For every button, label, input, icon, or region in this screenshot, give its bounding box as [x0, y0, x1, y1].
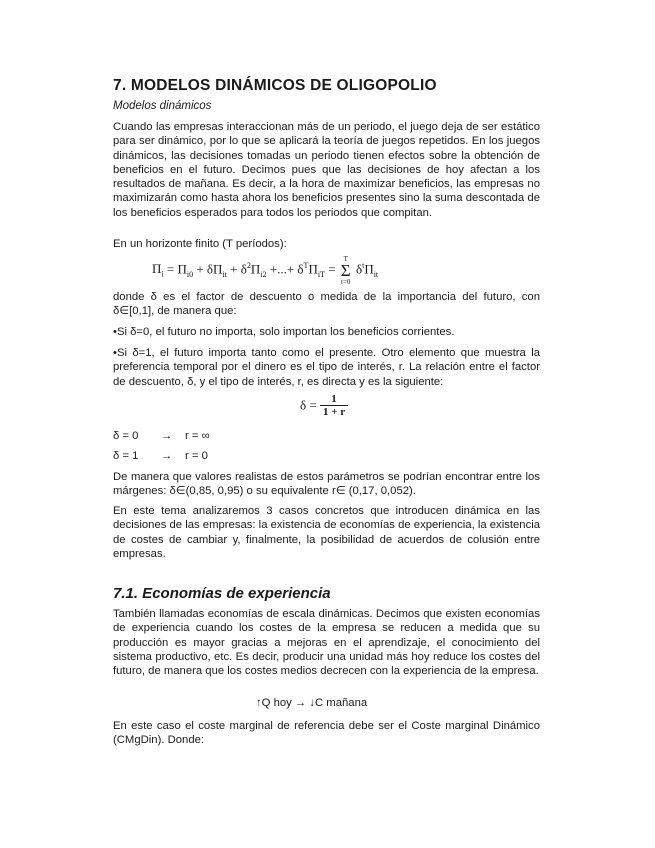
paragraph-horizon: En un horizonte finito (T períodos):: [113, 238, 287, 250]
bullet-delta-zero: •Si δ=0, el futuro no importa, solo importan los beneficios corrientes.: [113, 326, 455, 338]
section-title: 7. MODELOS DINÁMICOS DE OLIGOPOLIO: [113, 77, 437, 94]
equation-profit-sum: $\Pi_i = \Pi_{i0} + \delta\Pi_{it} + \delta^2\Pi_{i2}$ +...+ $\delta^T\Pi_{iT}$ = T Σ t=0 $\delta^t\Pi_{it}$: [152, 255, 379, 286]
limit-row-1: δ = 0 → r = ∞: [113, 430, 210, 442]
bullet-delta-one: •Si δ=1, el futuro importa tanto como el presente. Otro elemento que muestra la preferencia temporal por el dinero es el tipo de interés, r. La relación entre el factor de descuento, δ, y el tipo de interés, r, es directa y es la siguiente:: [113, 347, 540, 388]
section2-title: 7.1. Economías de experiencia: [113, 585, 331, 602]
limit-row-2: δ = 1 → r = 0: [113, 450, 208, 462]
paragraph-experience: También llamadas economías de escala dinámicas. Decimos que existen economías de experiencia cuando los costes de la empresa se reducen a medida que su producción es mayor gracias a mejoras en el aprendizaje, el conocimiento del sistema productivo, etc. Es decir, producir una unidad más hoy reduce los costes del futuro, de manera que los costes medios decrecen con la experiencia de la empresa.: [113, 608, 540, 678]
paragraph-discount-factor: donde δ es el factor de descuento o medida de la importancia del futuro, con δ∈[0,1], de manera que:: [113, 291, 540, 318]
subtitle: Modelos dinámicos: [113, 100, 212, 112]
paragraph-cases: En este tema analizaremos 3 casos concretos que introducen dinámica en las decisiones de las empresas: la existencia de economías de experiencia, la existencia de costes de cambiar y, finalmente, la posibilidad de acuerdos de colusión entre empresas.: [113, 505, 541, 560]
summation-symbol: T Σ t=0: [340, 255, 351, 286]
formula-experience: ↑Q hoy → ↓C mañana: [256, 697, 368, 709]
fraction: $\frac{1}{1 + r}$: [320, 393, 348, 418]
eq-lhs: $\Pi_i$: [152, 261, 164, 280]
paragraph-intro: Cuando las empresas interaccionan más de un periodo, el juego deja de ser estático para ser dinámico, por lo que se aplicará la teoría de juegos repetidos. En los juegos dinámicos, las decisiones tomadas un periodo tienen efectos sobre la obtención de beneficios en el futuro. Decimos pues que las decisiones de hoy afectan a los resultados de mañana. Es decir, a la hora de maximizar beneficios, las empresas no maximizarán como hasta ahora los beneficios presentes sino la suma descontada de los beneficios esperados para todos los periodos que compitan.: [113, 121, 540, 219]
paragraph-realistic-values: De manera que valores realistas de estos parámetros se podrían encontrar entre los márgenes: δ∈(0,85, 0,95) o su equivalente r∈ (0,17, 0,052).: [113, 471, 540, 498]
paragraph-marginal-cost: En este caso el coste marginal de referencia debe ser el Coste marginal Dinámico (CMgDin). Donde:: [113, 720, 540, 747]
equation-delta: δ = $\frac{1}{1 + r}$: [300, 393, 348, 418]
